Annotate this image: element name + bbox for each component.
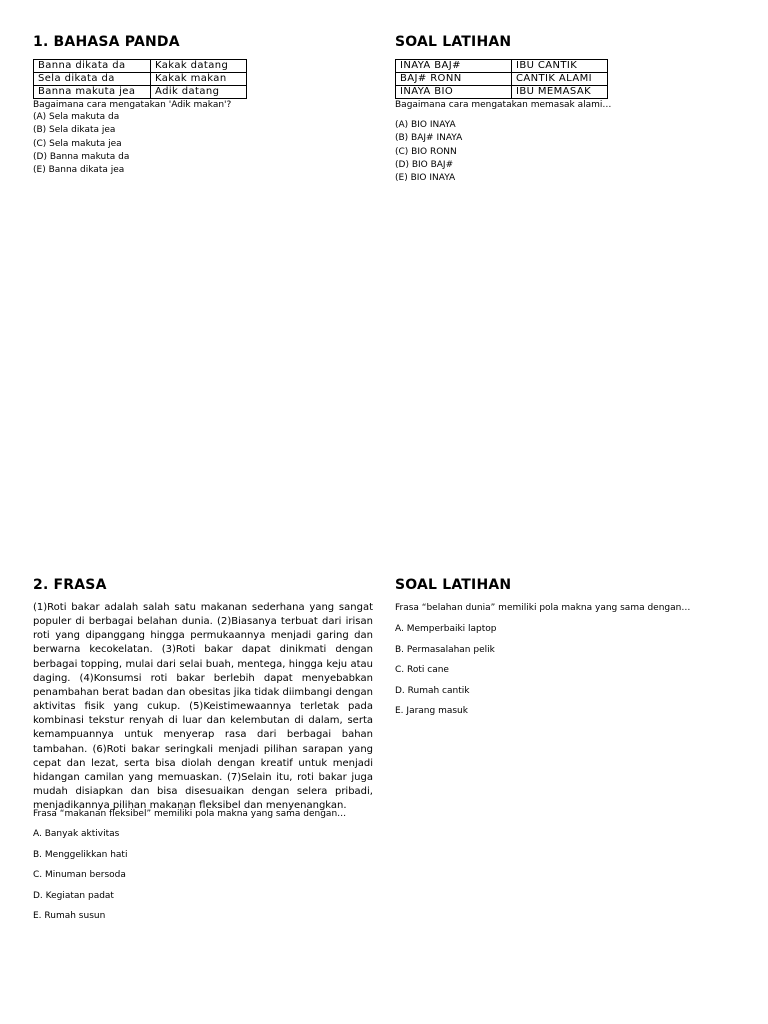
table-cell: Kakak makan xyxy=(151,73,247,86)
table-cell: Banna dikata da xyxy=(34,60,151,73)
table-cell: BAJ# RONN xyxy=(396,73,512,86)
option-item: B. Permasalahan pelik xyxy=(395,644,495,655)
option-item: C. Minuman bersoda xyxy=(33,870,126,881)
table-row xyxy=(396,86,608,99)
soal1-title: SOAL LATIHAN xyxy=(395,34,512,50)
table-row xyxy=(396,73,608,86)
section1-question: Bagaimana cara mengatakan 'Adik makan'? xyxy=(33,100,232,110)
option-item: (D) Banna makuta da xyxy=(33,151,130,162)
table-cell: INAYA BIO xyxy=(396,86,512,99)
table-cell: Adik datang xyxy=(151,86,247,99)
section2-paragraph: (1)Roti bakar adalah salah satu makanan sederhana yang sangat populer di berbagai belahan dunia. (2)Biasanya terbuat dari irisan roti yang dipanggang hingga permukaannya menjadi garing dan berwarna kecokelatan. (3)Roti bakar dapat dinikmati dengan berbagai topping, mulai dari selai buah, mentega, hingga keju atau daging. (4)Konsumsi roti bakar berlebih dapat menyebabkan penambahan berat badan dan obesitas jika tidak diimbangi dengan aktivitas fisik yang cukup. (5)Keistimewaannya terletak pada kombinasi tekstur renyah di luar dan kelembutan di dalam, serta kemampuannya untuk menyerap rasa dari berbagai bahan tambahan. (6)Roti bakar seringkali menjadi pilihan sarapan yang cepat dan lezat, serta bisa diolah dengan kreatif untuk menjadi hidangan camilan yang memuaskan. (7)Selain itu, roti bakar juga mudah disiapkan dan bisa disesuaikan dengan selera pribadi, menjadikannya pilihan makanan fleksibel dan menyenangkan. xyxy=(33,602,373,812)
option-item: (A) Sela makuta da xyxy=(33,112,120,122)
option-item: (B) BAJ# INAYA xyxy=(395,133,463,144)
option-item: (E) BIO INAYA xyxy=(395,173,456,184)
option-item: C. Roti cane xyxy=(395,665,449,676)
table-cell: Kakak datang xyxy=(151,60,247,73)
option-item: D. Rumah cantik xyxy=(395,685,470,696)
section2-title: 2. FRASA xyxy=(33,577,107,593)
option-item: (B) Sela dikata jea xyxy=(33,125,116,136)
section2-options xyxy=(33,828,127,931)
soal2-question: Frasa “belahan dunia” memiliki pola makna yang sama dengan… xyxy=(395,603,691,613)
option-item: B. Menggelikkan hati xyxy=(33,849,128,860)
table-row xyxy=(396,60,608,73)
table-cell: IBU CANTIK xyxy=(512,60,608,73)
table-cell: Banna makuta jea xyxy=(34,86,151,99)
soal1-options xyxy=(395,119,462,185)
option-item: A. Banyak aktivitas xyxy=(33,829,120,839)
table-row xyxy=(34,73,247,86)
option-item: (C) BIO RONN xyxy=(395,146,457,157)
section1-table xyxy=(33,59,247,99)
soal2-title: SOAL LATIHAN xyxy=(395,577,512,593)
option-item: (A) BIO INAYA xyxy=(395,120,456,130)
option-item: E. Jarang masuk xyxy=(395,706,468,717)
section1-title: 1. BAHASA PANDA xyxy=(33,34,180,50)
option-item: D. Kegiatan padat xyxy=(33,890,114,901)
table-cell: IBU MEMASAK xyxy=(512,86,608,99)
table-row xyxy=(34,86,247,99)
table-cell: INAYA BAJ# xyxy=(396,60,512,73)
soal1-question: Bagaimana cara mengatakan memasak alami… xyxy=(395,100,612,110)
table-cell: CANTIK ALAMI xyxy=(512,73,608,86)
option-item: E. Rumah susun xyxy=(33,911,106,922)
table-cell: Sela dikata da xyxy=(34,73,151,86)
option-item: (C) Sela makuta jea xyxy=(33,138,122,149)
soal1-table xyxy=(395,59,608,99)
option-item: A. Memperbaiki laptop xyxy=(395,624,497,634)
option-item: (E) Banna dikata jea xyxy=(33,165,125,176)
option-item: (D) BIO BAJ# xyxy=(395,159,454,170)
soal2-options xyxy=(395,623,497,726)
table-row xyxy=(34,60,247,73)
section1-options xyxy=(33,111,129,177)
section2-question: Frasa “makanan fleksibel” memiliki pola makna yang sama dengan… xyxy=(33,809,347,819)
